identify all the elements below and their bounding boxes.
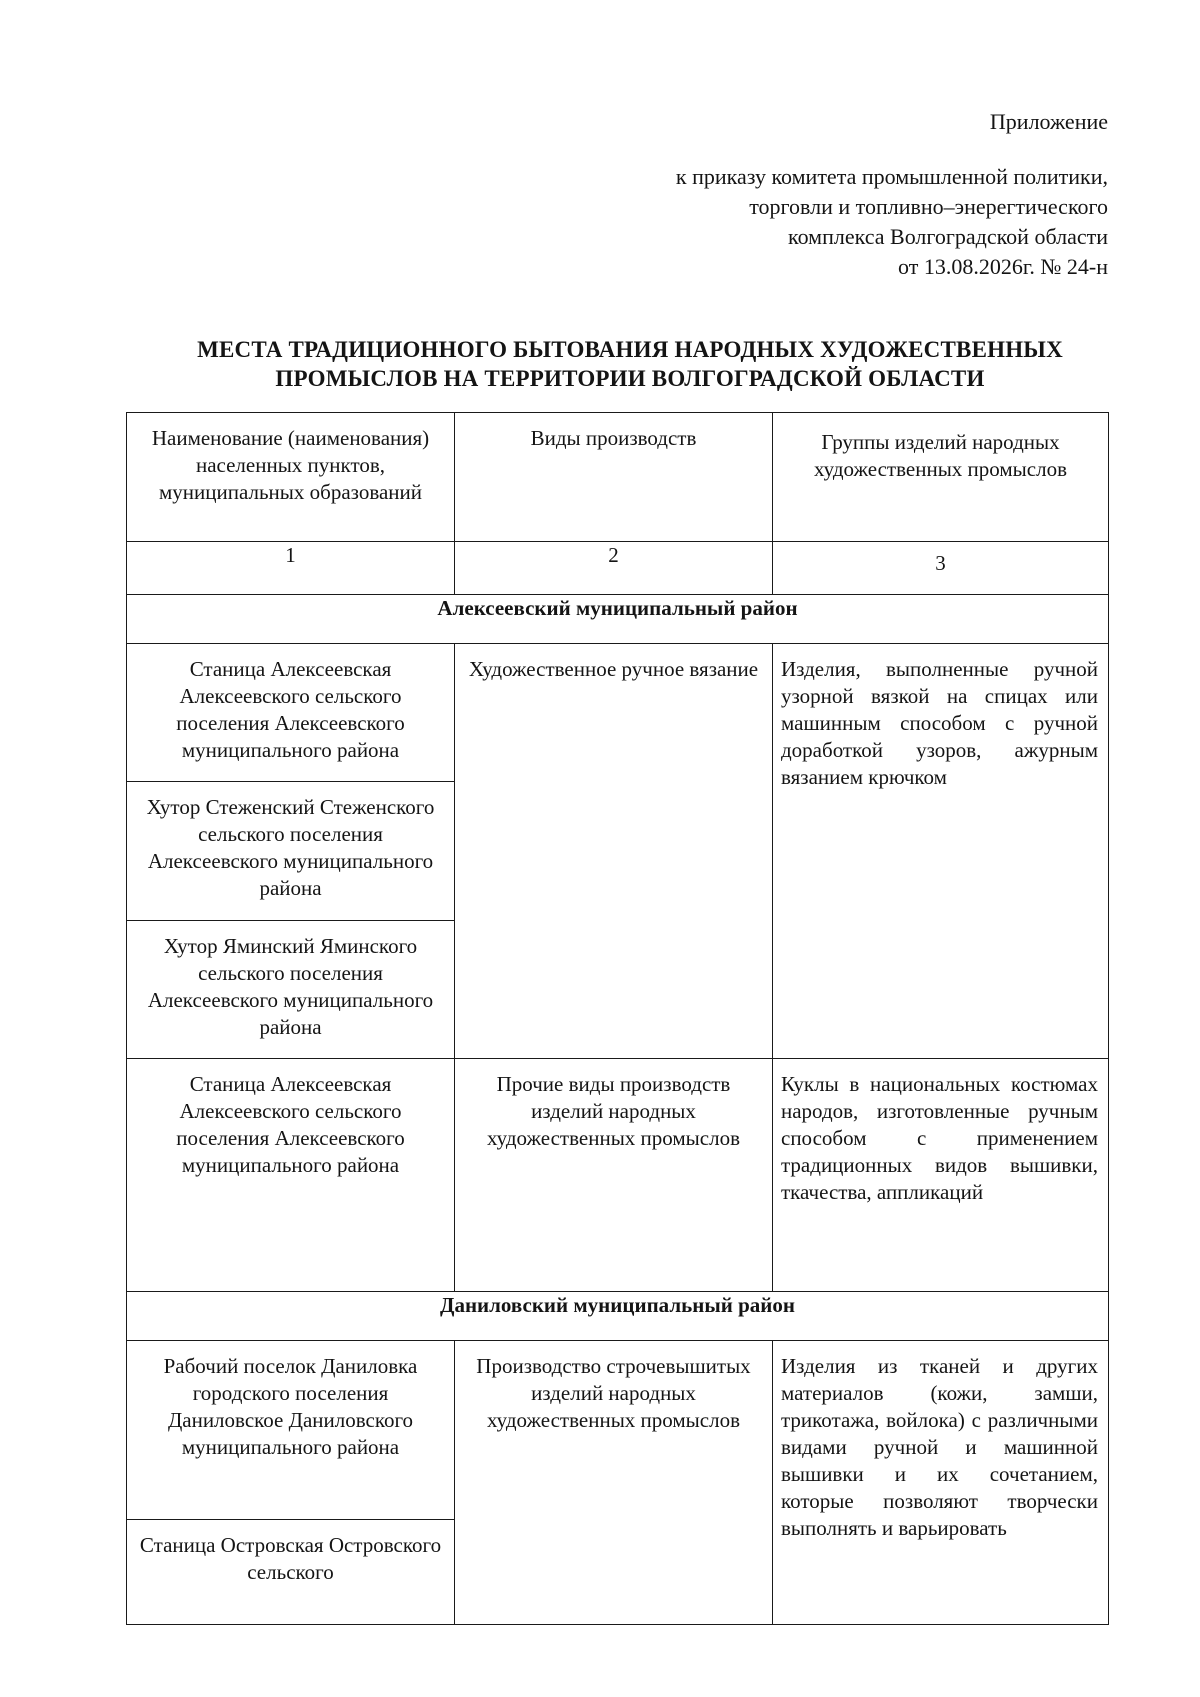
order-line: к приказу комитета промышленной политики, (675, 164, 1108, 189)
settlement-cell: Рабочий поселок Даниловка городского поселения Даниловское Даниловского муниципального района (127, 1341, 455, 1520)
products-cell: Изделия, выполненные ручной узорной вязкой на спицах или машинным способом с ручной доработкой узоров, ажурным вязанием крючком (773, 644, 1109, 1059)
products-cell: Куклы в национальных костюмах народов, изготовленные ручным способом с применением традиционных видов вышивки, ткачества, аппликаций (773, 1059, 1109, 1292)
section-row (127, 595, 1109, 644)
order-line: торговли и топливно–энерегтического (749, 194, 1108, 219)
production-cell: Прочие виды производств изделий народных художественных промыслов (455, 1059, 773, 1292)
settlement-cell: Хутор Яминский Яминского сельского поселения Алексеевского муниципального района (127, 921, 455, 1059)
column-number: 2 (455, 542, 773, 595)
document-title (140, 335, 1120, 393)
section-row (127, 1292, 1109, 1341)
settlement-cell: Станица Островская Островского сельского (127, 1520, 455, 1625)
settlement-cell: Станица Алексеевская Алексеевского сельского поселения Алексеевского муниципального района (127, 1059, 455, 1292)
settlement-cell: Станица Алексеевская Алексеевского сельского поселения Алексеевского муниципального района (127, 644, 455, 782)
appendix-label: Приложение (989, 109, 1108, 134)
order-reference (676, 162, 1108, 282)
products-cell: Изделия из тканей и других материалов (кожи, замши, трикотажа, войлока) с различными видами ручной и машинной вышивки и их сочетанием, которые позволяют творчески выполнять и варьировать (773, 1341, 1109, 1625)
column-header-products: Группы изделий народных художественных промыслов (773, 413, 1109, 542)
production-cell: Производство строчевышитых изделий народных художественных промыслов (455, 1341, 773, 1625)
title-line: МЕСТА ТРАДИЦИОННОГО БЫТОВАНИЯ НАРОДНЫХ ХУДОЖЕСТВЕННЫХ (197, 337, 1063, 362)
column-header-production: Виды производств (455, 413, 773, 542)
crafts-table-container (126, 412, 1109, 1625)
table-row (127, 1341, 1109, 1520)
table-header-row (127, 413, 1109, 542)
table-row (127, 1059, 1109, 1292)
settlement-cell: Хутор Стеженский Стеженского сельского поселения Алексеевского муниципального района (127, 782, 455, 921)
title-line: ПРОМЫСЛОВ НА ТЕРРИТОРИИ ВОЛГОГРАДСКОЙ ОБЛАСТИ (275, 366, 985, 391)
column-numbers-row (127, 542, 1109, 595)
column-number: 1 (127, 542, 455, 595)
order-line: комплекса Волгоградской области (788, 224, 1108, 249)
section-title: Алексеевский муниципальный район (127, 595, 1109, 644)
crafts-table (126, 412, 1109, 1625)
production-cell: Художественное ручное вязание (455, 644, 773, 1059)
section-title: Даниловский муниципальный район (127, 1292, 1109, 1341)
column-header-settlements: Наименование (наименования) населенных пунктов, муниципальных образований (127, 413, 455, 542)
column-number: 3 (773, 542, 1109, 595)
table-row (127, 644, 1109, 782)
order-line: от 13.08.2026г. № 24-н (898, 254, 1108, 279)
